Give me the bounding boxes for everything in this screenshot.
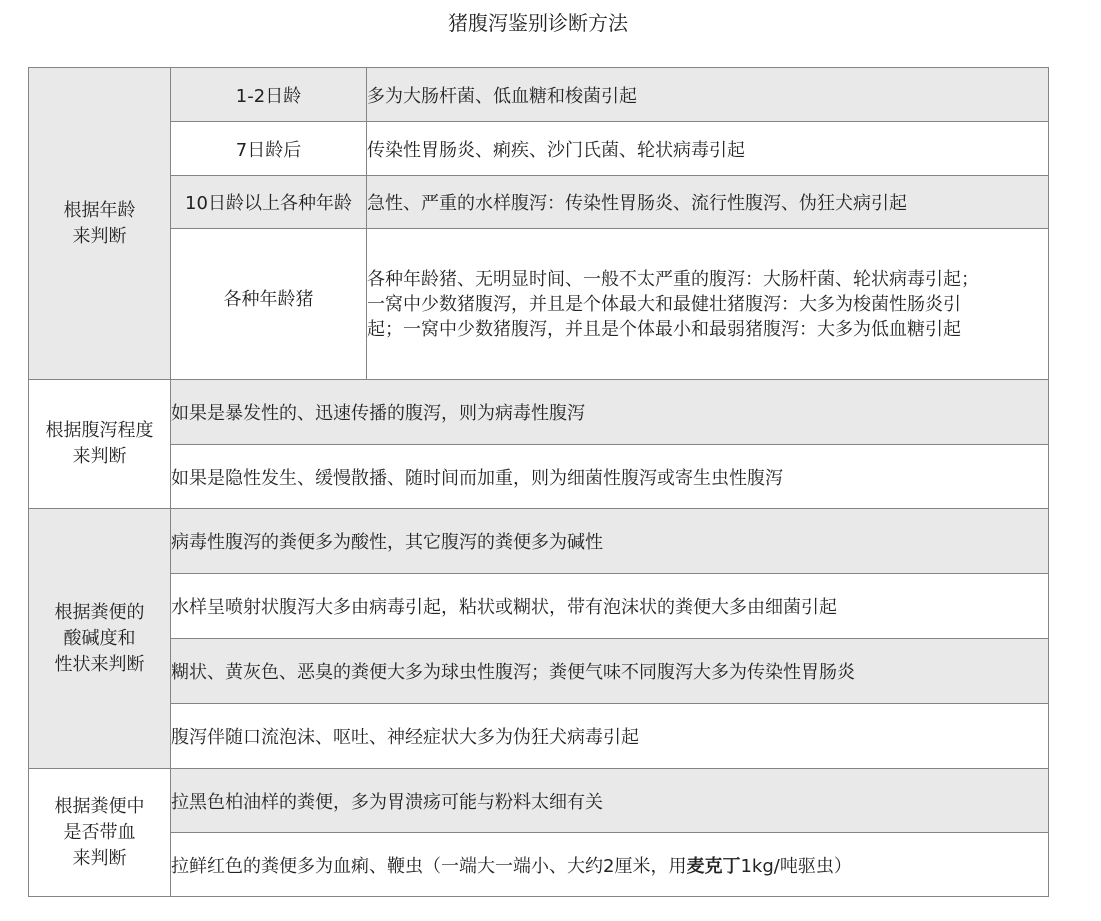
criteria-cell: 如果是隐性发生、缓慢散播、随时间而加重，则为细菌性腹泻或寄生虫性腹泻 xyxy=(171,445,1049,509)
cause-line: 一窝中少数猪腹泻，并且是个体最大和最健壮猪腹泻：大多为梭菌性肠炎引 xyxy=(367,293,961,315)
section-label-line: 是否带血 xyxy=(63,821,136,843)
cause-cell: 急性、严重的水样腹泻：传染性胃肠炎、流行性腹泻、伪狂犬病引起 xyxy=(367,176,1049,229)
section-label-line: 性状来判断 xyxy=(54,653,145,675)
criteria-cell: 如果是暴发性的、迅速传播的腹泻，则为病毒性腹泻 xyxy=(171,380,1049,445)
table-row xyxy=(29,509,1049,574)
cause-line: 起；一窝中少数猪腹泻，并且是个体最小和最弱猪腹泻：大多为低血糖引起 xyxy=(367,318,961,340)
table-row xyxy=(29,639,1049,704)
age-cell: 10日龄以上各种年龄 xyxy=(171,176,367,229)
section-label-severity xyxy=(29,380,171,509)
age-cell: 1-2日龄 xyxy=(171,68,367,122)
section-label-blood xyxy=(29,769,171,897)
age-cell: 各种年龄猪 xyxy=(171,229,367,380)
section-label-line: 来判断 xyxy=(72,225,127,247)
section-label-feces-ph xyxy=(29,509,171,769)
table-row xyxy=(29,68,1049,122)
table-row xyxy=(29,122,1049,176)
cause-cell xyxy=(367,229,1049,380)
table-row xyxy=(29,176,1049,229)
criteria-cell: 水样呈喷射状腹泻大多由病毒引起，粘状或糊状，带有泡沫状的粪便大多由细菌引起 xyxy=(171,574,1049,639)
drug-name-bold: 麦克丁 xyxy=(686,855,741,877)
age-cell: 7日龄后 xyxy=(171,122,367,176)
section-label-line: 根据年龄 xyxy=(63,199,136,221)
table-row xyxy=(29,380,1049,445)
table-row xyxy=(29,229,1049,380)
section-label-age xyxy=(29,68,171,380)
table-row xyxy=(29,769,1049,833)
section-label-line: 根据粪便中 xyxy=(54,795,145,817)
criteria-cell: 病毒性腹泻的粪便多为酸性，其它腹泻的粪便多为碱性 xyxy=(171,509,1049,574)
criteria-cell xyxy=(171,833,1049,897)
criteria-text: 1kg/吨驱虫） xyxy=(740,855,852,877)
section-label-line: 根据腹泻程度 xyxy=(45,420,154,441)
criteria-text: 拉鲜红色的粪便多为血痢、鞭虫（一端大一端小、大约2厘米，用 xyxy=(171,855,687,877)
table-row xyxy=(29,445,1049,509)
criteria-cell: 拉黑色柏油样的粪便，多为胃溃疡可能与粉料太细有关 xyxy=(171,769,1049,833)
section-label-line: 来判断 xyxy=(72,847,127,869)
cause-cell: 传染性胃肠炎、痢疾、沙门氏菌、轮状病毒引起 xyxy=(367,122,1049,176)
section-label-line: 酸碱度和 xyxy=(63,627,136,649)
cause-line: 各种年龄猪、无明显时间、一般不太严重的腹泻：大肠杆菌、轮状病毒引起； xyxy=(367,268,979,290)
table-row xyxy=(29,704,1049,769)
section-label-line: 根据粪便的 xyxy=(54,601,145,623)
section-label-line: 来判断 xyxy=(72,446,127,467)
table-row xyxy=(29,833,1049,897)
criteria-cell: 腹泻伴随口流泡沫、呕吐、神经症状大多为伪狂犬病毒引起 xyxy=(171,704,1049,769)
table-row xyxy=(29,574,1049,639)
document-title: 猪腹泻鉴别诊断方法 xyxy=(448,11,628,35)
cause-cell: 多为大肠杆菌、低血糖和梭菌引起 xyxy=(367,68,1049,122)
diagnosis-table xyxy=(28,67,1049,897)
criteria-cell: 糊状、黄灰色、恶臭的粪便大多为球虫性腹泻；粪便气味不同腹泻大多为传染性胃肠炎 xyxy=(171,639,1049,704)
